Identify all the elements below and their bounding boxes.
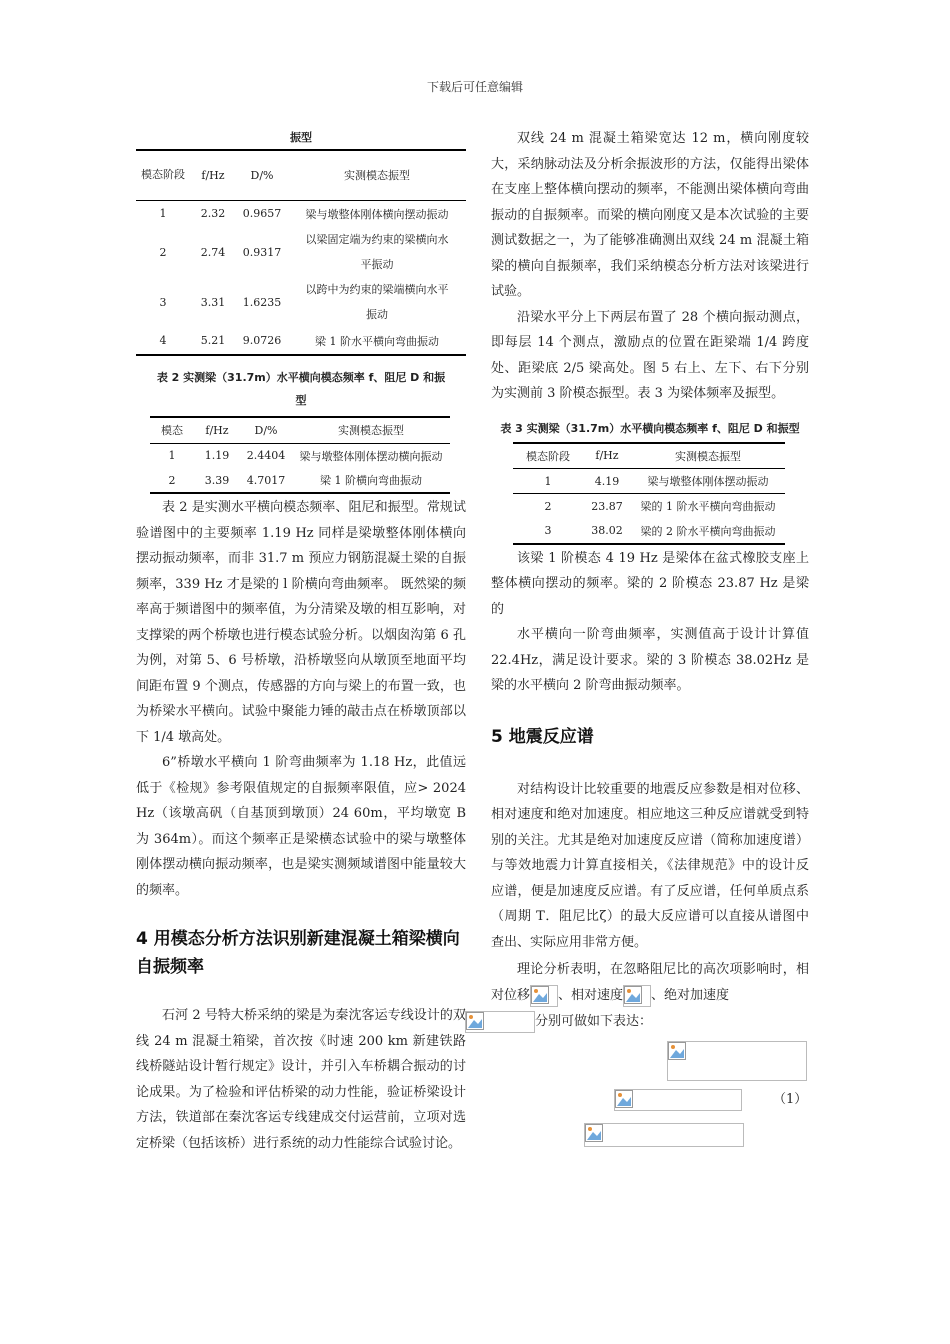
broken-image-icon — [624, 986, 642, 1004]
broken-image-icon — [615, 1090, 633, 1108]
table-cell: 2.74 — [200, 245, 226, 259]
table2-header: D/% — [254, 423, 278, 437]
table-cell: 3.39 — [204, 473, 230, 487]
broken-image-icon — [585, 1124, 603, 1142]
table-cell: 3 — [159, 295, 167, 309]
paragraph: 对结构设计比较重要的地震反应参数是相对位移、相对速度和绝对加速度。相应地这三种反应谱就受到特别的关注。尤其是绝对加速度反应谱（简称加速度谱）与等效地震力计算直接相关，《法律规范》中的设计反应谱，便是加速度反应谱。有了反应谱，任何单质点系（周期 T．阻尼比ζ）的最大反应谱可以直接从谱图中查出、实际应用非常方便。 — [491, 781, 809, 950]
formula-image-acceleration — [465, 1011, 535, 1033]
table-cell: 1 — [159, 207, 167, 221]
text-span: 分别可做如下表达： — [535, 1014, 653, 1029]
table-cell: 1.19 — [204, 449, 230, 463]
table1-header: 模态阶段 — [141, 168, 185, 182]
paragraph: 沿梁水平分上下两层布置了 28 个横向振动测点，即每层 14 个测点，激励点的位置在距梁端 1/4 跨度处、距梁底 2/5 梁高处。图 5 右上、左下、右下分别为实测前 3 阶模态振型。表 3 为梁体频率及振型。 — [491, 309, 809, 401]
table-row — [513, 519, 785, 544]
paragraph: 水平横向一阶弯曲频率，实测值高于设计计算值 22.4Hz，满足设计要求。梁的 3 阶模态 38.02Hz 是梁的水平横向 2 阶弯曲振动频率。 — [491, 627, 809, 693]
table-cell: 4 — [159, 334, 167, 347]
broken-image-icon — [466, 1012, 484, 1030]
equation-image-1 — [667, 1041, 807, 1081]
paragraph: 双线 24 m 混凝土箱梁宽达 12 m，横向刚度较大，采纳脉动法及分析余振波形的方法，仅能得出梁体在支座上整体横向摆动的频率，不能测出梁体横向弯曲振动的自振频率。而梁的横向刚度又是本次试验的主要测试数据之一，为了能够准确测出双线 24 m 混凝土箱梁的横向自振频率，我们采纳模态分析方法对该梁进行试验。 — [491, 131, 809, 299]
table-cell: 梁 1 阶横向弯曲振动 — [320, 474, 422, 487]
formula-image-displacement — [530, 985, 558, 1007]
table2-header: 模态 — [161, 424, 183, 438]
table-row — [136, 200, 466, 227]
table1 — [136, 149, 466, 356]
table-cell: 38.02 — [591, 524, 623, 537]
table-cell: 2 — [159, 245, 167, 259]
table-cell: 梁与墩整体刚体摆动横向振动 — [299, 449, 443, 463]
left-column — [136, 126, 466, 1156]
table-cell: 梁的 1 阶水平横向弯曲振动 — [640, 500, 776, 514]
equation-number: （1） — [773, 1092, 808, 1107]
paragraph: 该梁 1 阶模态 4 19 Hz 是梁体在盆式橡胶支座上整体横向摆动的频率。梁的 2 阶模态 23.87 Hz 是梁的 — [491, 550, 809, 617]
formula-image-velocity — [623, 985, 651, 1007]
table-cell: 梁的 2 阶水平横向弯曲振动 — [640, 524, 776, 538]
table-row — [513, 494, 785, 519]
table-cell: 9.0726 — [242, 334, 282, 347]
table-cell: 以梁固定端为约束的梁横向水平振动 — [305, 233, 449, 271]
table3-header: 模态阶段 — [526, 449, 570, 463]
section-heading-5: 5 地震反应谱 — [491, 726, 594, 747]
table-row — [136, 227, 466, 277]
paragraph: 石河 2 号特大桥采纳的梁是为秦沈客运专线设计的双线 24 m 混凝土箱梁，首次按《时速 200 km 新建铁路线桥隧站设计暂行规定》设计，并引入车桥耦合振动的讨论成果。为了检验和评估桥梁的动力性能，验证桥梁设计方法，铁道部在秦沈客运专线建成交付运营前，立项对选定桥梁（包括该桥）进行系统的动力性能综合试验讨论。 — [136, 1008, 466, 1151]
table-cell: 以跨中为约束的梁端横向水平振动 — [305, 283, 449, 321]
equation-image-2 — [614, 1089, 742, 1111]
broken-image-icon — [668, 1042, 686, 1060]
table-cell: 梁 1 阶水平横向弯曲振动 — [315, 334, 439, 348]
text-span: 理论分析表明，在忽略阻尼比的高次项影响时，相对位移 — [491, 962, 809, 1003]
table-cell: 1 — [544, 474, 552, 488]
paragraph: 表 2 是实测水平横向模态频率、阻尼和振型。常规试验谱图中的主要频率 1.19 Hz 同样是梁墩整体刚体横向摆动振动频率，而非 31.7 m 预应力钢筋混凝土梁的自振频率，339 Hz 才是梁的 l 阶横向弯曲频率。 既然梁的频率高于频谱图中的频率值，为分清梁及墩的相互影响，对支撑梁的两个桥墩也进行模态试验分析。以烟囱沟第 6 孔为例，对第 5、6 号桥墩，沿桥墩竖向从墩顶至地面平均间距布置 9 个测点，传感器的方向与梁上的布置一致，也为桥梁水平横向。试验中聚能力锤的敲击点在桥墩顶部以下 1/4 墩高处。 — [136, 500, 466, 745]
table-cell: 4.19 — [594, 474, 620, 488]
table1-header: f/Hz — [201, 168, 225, 182]
table1-header: 实测模态振型 — [344, 169, 410, 183]
table-cell: 0.9657 — [242, 207, 282, 221]
table2-header: f/Hz — [205, 423, 229, 437]
section-heading-4: 4 用模态分析方法识别新建混凝土箱梁横向自振频率 — [136, 929, 460, 977]
table-cell: 23.87 — [591, 499, 623, 513]
table-row — [136, 277, 466, 327]
equation-block — [491, 1035, 809, 1153]
table3-header: f/Hz — [595, 449, 619, 463]
right-column — [491, 126, 809, 1153]
table-cell: 梁与墩整体刚体横向摆动振动 — [305, 207, 449, 221]
table-cell: 3 — [544, 524, 552, 537]
table-cell: 4.7017 — [246, 473, 286, 487]
table-cell: 3.31 — [200, 295, 226, 309]
table3-caption: 表 3 实测梁（31.7m）水平横向模态频率 f、阻尼 D 和振型 — [500, 421, 800, 435]
table3-header: 实测模态振型 — [675, 449, 741, 463]
table2-header: 实测模态振型 — [338, 424, 404, 438]
table-cell: 2 — [168, 473, 176, 487]
text-span: 、绝对加速度 — [651, 988, 730, 1003]
paragraph-formula-intro — [491, 957, 809, 1035]
table3 — [513, 442, 785, 545]
table-cell: 5.21 — [200, 334, 226, 347]
table-cell: 1.6235 — [242, 295, 282, 309]
table-row — [150, 443, 450, 468]
broken-image-icon — [531, 986, 549, 1004]
table-cell: 1 — [168, 449, 176, 463]
equation-image-3 — [584, 1123, 744, 1147]
table-cell: 2.4404 — [246, 449, 286, 463]
table-row — [513, 469, 785, 494]
table-cell: 2.32 — [200, 207, 226, 221]
page-header: 下载后可任意编辑 — [426, 80, 523, 94]
table1-caption: 振型 — [290, 131, 312, 144]
table2 — [150, 416, 450, 494]
table-row — [136, 327, 466, 355]
table-row — [150, 468, 450, 493]
table-cell: 梁与墩整体刚体摆动振动 — [647, 475, 769, 488]
paragraph: 6”桥墩水平横向 1 阶弯曲频率为 1.18 Hz，此值远低于《检规》参考限值规定的自振频率限值，应> 2024 Hz（该墩高矾（自基顶到墩顶）24 60m，平均墩宽 B 为 364m）。而这个频率正是梁横态试验中的梁与墩整体刚体摆动横向振动频率，也是梁实测频域谱图中能量较大的频率。 — [136, 755, 466, 898]
table2-caption: 表 2 实测梁（31.7m）水平横向模态频率 f、阻尼 D 和振型 — [156, 371, 446, 407]
table1-header: D/% — [250, 168, 274, 182]
table-cell: 2 — [544, 499, 552, 513]
table-cell: 0.9317 — [242, 245, 282, 259]
text-span: 、相对速度 — [558, 988, 624, 1003]
